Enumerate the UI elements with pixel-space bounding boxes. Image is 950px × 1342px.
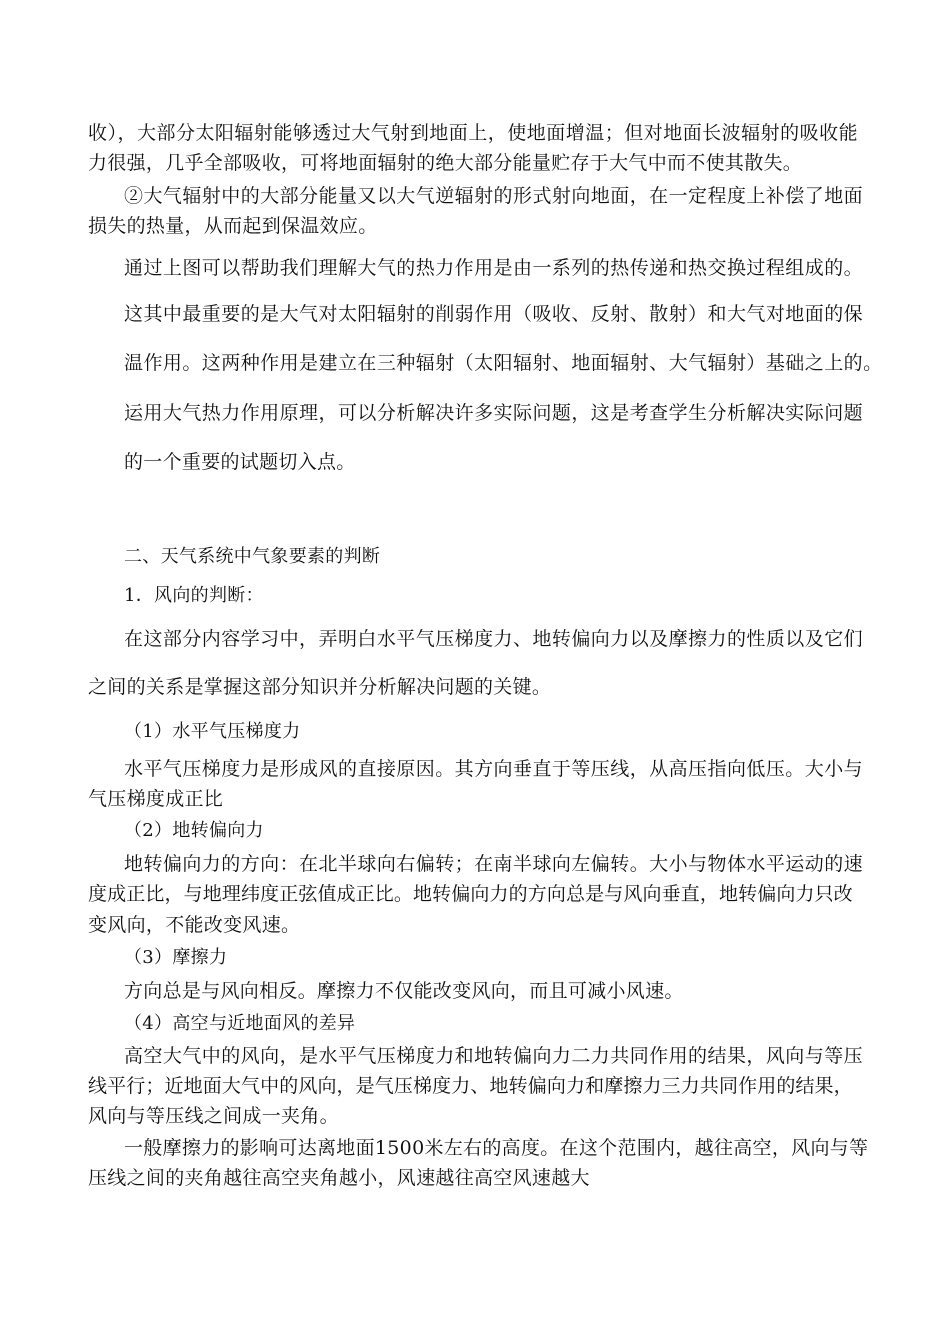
paragraph-line: 损失的热量，从而起到保温效应。 [88,215,378,237]
paragraph-line: 收），大部分太阳辐射能够透过大气射到地面上，使地面增温；但对地面长波辐射的吸收能 [88,122,859,144]
paragraph-line: 变风向，不能改变风速。 [88,914,301,936]
paragraph-line: 运用大气热力作用原理，可以分析解决许多实际问题，这是考查学生分析解决实际问题 [124,402,864,424]
subsection-heading: 1．风向的判断： [124,585,264,606]
section-heading: 二、天气系统中气象要素的判断 [124,546,381,567]
paragraph-line: 温作用。这两种作用是建立在三种辐射（太阳辐射、地面辐射、大气辐射）基础之上的。 [124,352,883,374]
paragraph-line: 在这部分内容学习中，弄明白水平气压梯度力、地转偏向力以及摩擦力的性质以及它们 [124,628,864,650]
paragraph-line: 度成正比，与地理纬度正弦值成正比。地转偏向力的方向总是与风向垂直，地转偏向力只改 [88,883,853,905]
paragraph-line: ②大气辐射中的大部分能量又以大气逆辐射的形式射向地面，在一定程度上补偿了地面 [124,185,864,207]
paragraph-line: 方向总是与风向相反。摩擦力不仅能改变风向，而且可减小风速。 [124,980,684,1002]
item-heading: （2）地转偏向力 [124,820,264,841]
paragraph-line: 线平行；近地面大气中的风向，是气压梯度力、地转偏向力和摩擦力三力共同作用的结果， [88,1075,853,1097]
paragraph-line: 通过上图可以帮助我们理解大气的热力作用是由一系列的热传递和热交换过程组成的。 [124,257,864,279]
paragraph-line: 一般摩擦力的影响可达离地面1500米左右的高度。在这个范围内，越往高空，风向与等 [124,1137,869,1159]
paragraph-line: 水平气压梯度力是形成风的直接原因。其方向垂直于等压线，从高压指向低压。大小与 [124,758,864,780]
item-heading: （1）水平气压梯度力 [124,721,301,742]
paragraph-line: 之间的关系是掌握这部分知识并分析解决问题的关键。 [88,676,552,698]
paragraph-line: 这其中最重要的是大气对太阳辐射的削弱作用（吸收、反射、散射）和大气对地面的保 [124,303,864,325]
item-heading: （3）摩擦力 [124,947,228,968]
paragraph-line: 压线之间的夹角越往高空夹角越小，风速越往高空风速越大 [88,1167,590,1189]
item-heading: （4）高空与近地面风的差异 [124,1013,356,1034]
paragraph-line: 风向与等压线之间成一夹角。 [88,1105,339,1127]
paragraph-line: 气压梯度成正比 [88,788,224,810]
paragraph-line: 地转偏向力的方向：在北半球向右偏转；在南半球向左偏转。大小与物体水平运动的速 [124,853,864,875]
paragraph-line: 的一个重要的试题切入点。 [124,451,356,473]
paragraph-line: 高空大气中的风向，是水平气压梯度力和地转偏向力二力共同作用的结果，风向与等压 [124,1045,864,1067]
paragraph-line: 力很强，几乎全部吸收，可将地面辐射的绝大部分能量贮存于大气中而不使其散失。 [88,152,803,174]
